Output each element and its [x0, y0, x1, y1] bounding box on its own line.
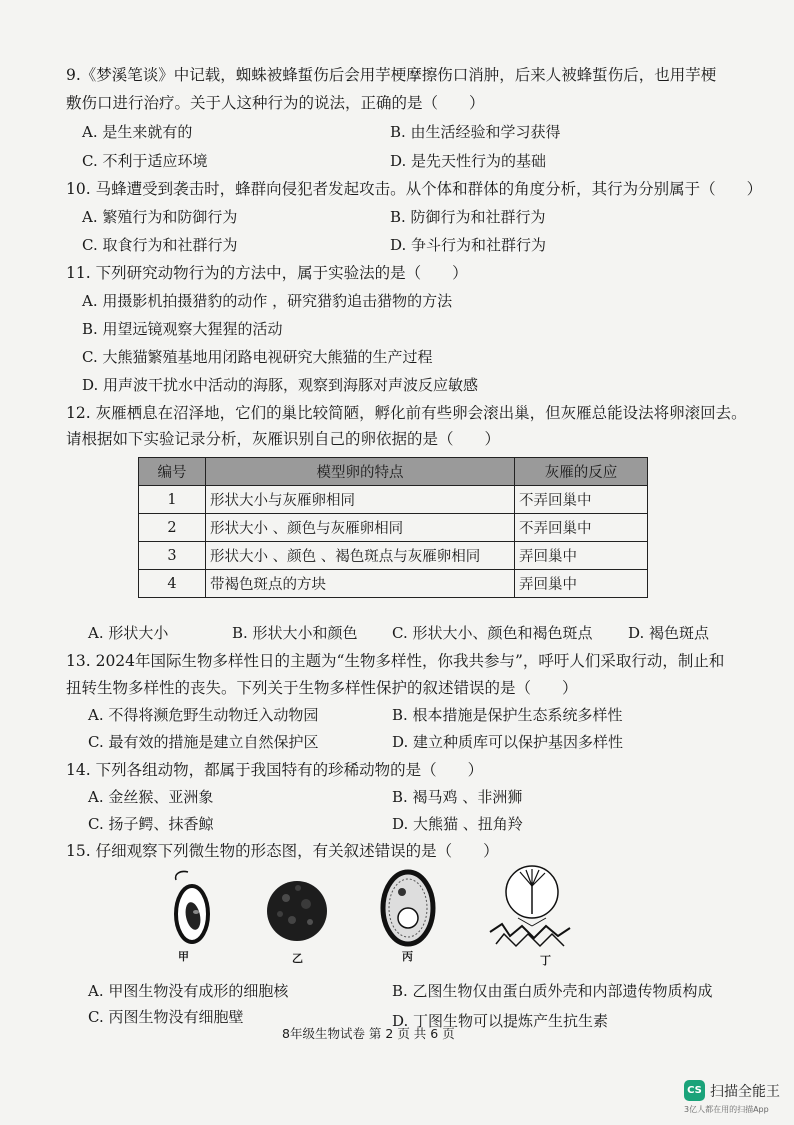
- table-header-cell: 编号: [139, 458, 206, 486]
- q12-option-d: D. 褐色斑点: [628, 624, 710, 642]
- q14-option-a: A. 金丝猴、亚洲象: [88, 788, 214, 806]
- q11-stem-line1: 11. 下列研究动物行为的方法中，属于实验法的是（ ）: [66, 264, 468, 282]
- table-cell: 1: [139, 486, 206, 514]
- mold-figure: [482, 862, 578, 954]
- q14-option-d: D. 大熊猫 、扭角羚: [392, 815, 523, 833]
- table-cell: 形状大小与灰雁卵相同: [206, 486, 515, 514]
- q9-stem-line1: 9.《梦溪笔谈》中记载，蜘蛛被蜂蜇伤后会用芋梗摩擦伤口消肿，后来人被蜂蜇伤后，也用芋梗: [66, 66, 717, 84]
- q15-option-c: C. 丙图生物没有细胞壁: [88, 1008, 244, 1026]
- q14-option-c: C. 扬子鳄、抹香鲸: [88, 815, 214, 833]
- q10-option-d: D. 争斗行为和社群行为: [390, 236, 547, 254]
- table-header-row: [139, 458, 648, 486]
- q15-option-b: B. 乙图生物仅由蛋白质外壳和内部遗传物质构成: [392, 982, 713, 1000]
- camscanner-logo-icon: CS: [684, 1080, 705, 1101]
- q11-option-b: B. 用望远镜观察大猩猩的活动: [82, 320, 283, 338]
- scanner-app-name: 扫描全能王: [710, 1083, 780, 1100]
- table-cell: 弄回巢中: [515, 542, 648, 570]
- scanner-watermark: [684, 1080, 780, 1101]
- scanner-tagline: 3亿人都在用的扫描App: [684, 1105, 769, 1114]
- q14-option-b: B. 褐马鸡 、非洲狮: [392, 788, 523, 806]
- q14-stem-line1: 14. 下列各组动物，都属于我国特有的珍稀动物的是（ ）: [66, 761, 484, 779]
- table-cell: 不弄回巢中: [515, 514, 648, 542]
- q13-option-b: B. 根本措施是保护生态系统多样性: [392, 706, 623, 724]
- q15-option-d: D. 丁图生物可以提炼产生抗生素: [392, 1012, 609, 1030]
- q13-option-a: A. 不得将濒危野生动物迁入动物园: [88, 706, 319, 724]
- q13-stem-line2: 扭转生物多样性的丧失。下列关于生物多样性保护的叙述错误的是（ ）: [66, 679, 578, 697]
- table-row: [139, 542, 648, 570]
- table-cell: 带褐色斑点的方块: [206, 570, 515, 598]
- virus-figure: [262, 876, 332, 946]
- q10-option-a: A. 繁殖行为和防御行为: [82, 208, 238, 226]
- figure-label-ding: 丁: [540, 954, 551, 967]
- table-row: [139, 570, 648, 598]
- q12-option-c: C. 形状大小、颜色和褐色斑点: [392, 624, 593, 642]
- q12-option-b: B. 形状大小和颜色: [232, 624, 358, 642]
- table-header-cell: 灰雁的反应: [515, 458, 648, 486]
- figure-label-bing: 丙: [402, 950, 413, 963]
- table-cell: 弄回巢中: [515, 570, 648, 598]
- q11-option-c: C. 大熊猫繁殖基地用闭路电视研究大熊猫的生产过程: [82, 348, 433, 366]
- table-cell: 3: [139, 542, 206, 570]
- figure-label-yi: 乙: [292, 952, 303, 965]
- table-cell: 4: [139, 570, 206, 598]
- figure-label-jia: 甲: [178, 950, 189, 963]
- table-cell: 2: [139, 514, 206, 542]
- q9-stem-line2: 敷伤口进行治疗。关于人这种行为的说法，正确的是（ ）: [66, 94, 485, 112]
- q9-option-a: A. 是生来就有的: [82, 123, 193, 141]
- table-row: [139, 514, 648, 542]
- table-header-cell: 模型卵的特点: [206, 458, 515, 486]
- table-cell: 形状大小 、颜色 、褐色斑点与灰雁卵相同: [206, 542, 515, 570]
- table-row: [139, 486, 648, 514]
- table-cell: 形状大小 、颜色与灰雁卵相同: [206, 514, 515, 542]
- table-cell: 不弄回巢中: [515, 486, 648, 514]
- q9-option-b: B. 由生活经验和学习获得: [390, 123, 561, 141]
- q15-option-a: A. 甲图生物没有成形的细胞核: [88, 982, 289, 1000]
- q11-option-d: D. 用声波干扰水中活动的海豚，观察到海豚对声波反应敏感: [82, 376, 479, 394]
- q13-option-c: C. 最有效的措施是建立自然保护区: [88, 733, 319, 751]
- experiment-record-table: [138, 457, 648, 598]
- page-footer: 8年级生物试卷 第 2 页 共 6 页: [282, 1026, 455, 1041]
- q13-stem-line1: 13. 2024年国际生物多样性日的主题为“生物多样性，你我共参与”，呼吁人们采取行动，制止和: [66, 652, 725, 670]
- q15-stem-line1: 15. 仔细观察下列微生物的形态图，有关叙述错误的是（ ）: [66, 842, 499, 860]
- q9-option-d: D. 是先天性行为的基础: [390, 152, 547, 170]
- q13-option-d: D. 建立种质库可以保护基因多样性: [392, 733, 624, 751]
- q9-option-c: C. 不利于适应环境: [82, 152, 208, 170]
- q12-stem-line2: 请根据如下实验记录分析，灰雁识别自己的卵依据的是（ ）: [66, 430, 501, 448]
- q12-option-a: A. 形状大小: [88, 624, 169, 642]
- bacterium-figure: [160, 868, 216, 948]
- q10-option-b: B. 防御行为和社群行为: [390, 208, 546, 226]
- q12-stem-line1: 12. 灰雁栖息在沼泽地，它们的巢比较简陋，孵化前有些卵会滚出巢，但灰雁总能设法将卵滚回去。: [66, 404, 747, 422]
- q10-stem-line1: 10. 马蜂遭受到袭击时，蜂群向侵犯者发起攻击。从个体和群体的角度分析，其行为分别属于（ ）: [66, 180, 763, 198]
- q11-option-a: A. 用摄影机拍摄猎豹的动作 ，研究猎豹追击猎物的方法: [82, 292, 453, 310]
- yeast-cell-figure: [378, 868, 438, 948]
- q10-option-c: C. 取食行为和社群行为: [82, 236, 238, 254]
